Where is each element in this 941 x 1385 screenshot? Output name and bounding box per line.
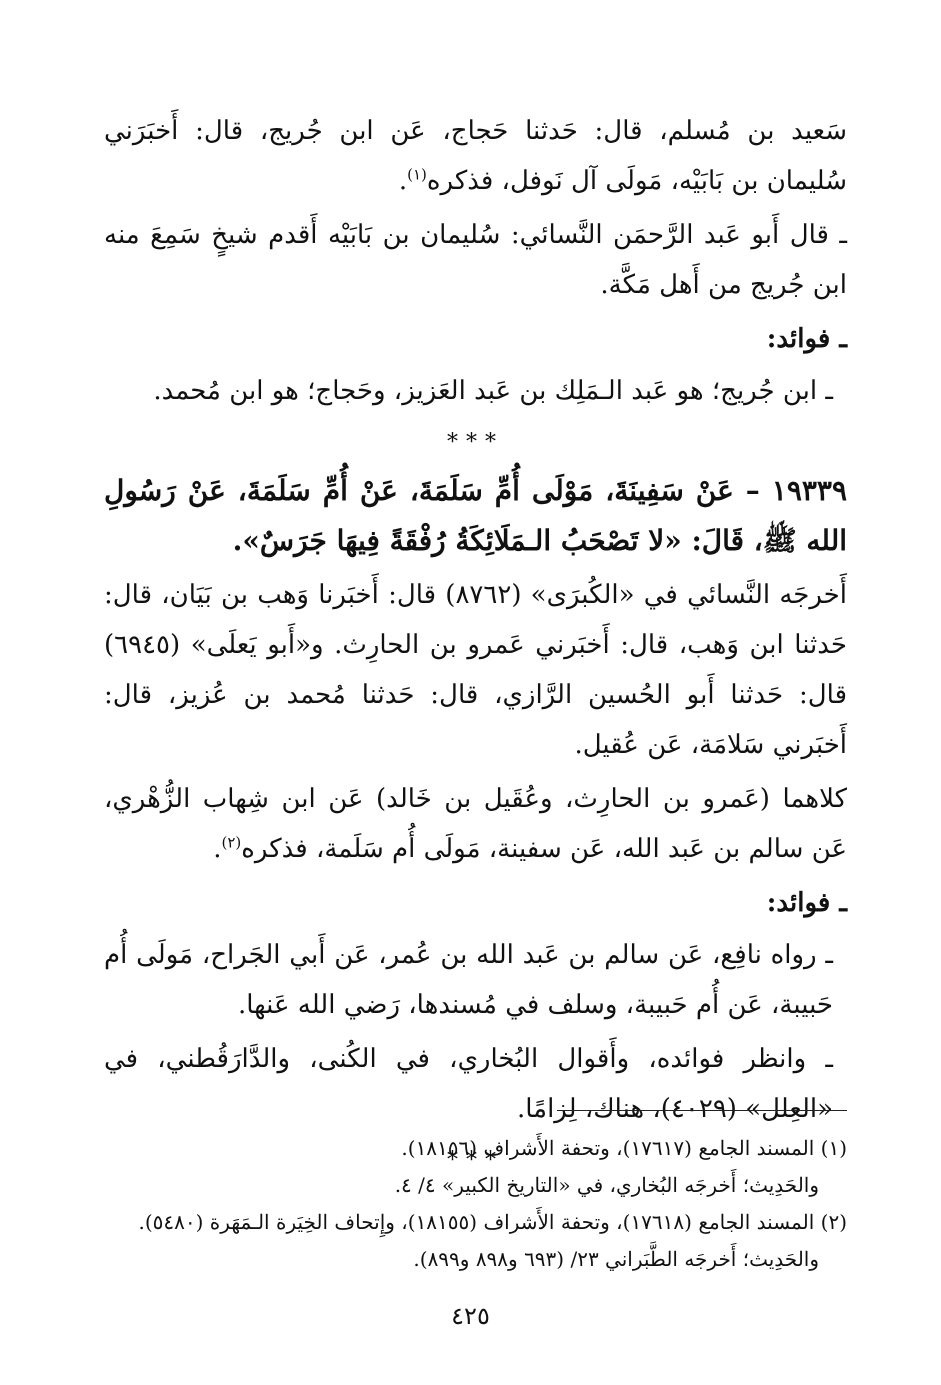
- paragraph-4-text: كلاهما (عَمرو بن الحارِث، وعُقَيل بن خَالد) عَن ابن شِهاب الزُّهْري، عَن سالم بن عَبد الله، عَن سفينة، مَولَى أُم سَلَمة، فذكره: [104, 784, 847, 864]
- benefit-item-2: ـ رواه نافِع، عَن سالم بن عَبد الله بن عُمر، عَن أَبي الجَراح، مَولَى أُم حَبيبة، عَن أُم حَبيبة، وسلف في مُسندها، رَضي الله عَنها.: [104, 940, 833, 1020]
- footnote-1-continued: والحَدِيث؛ أَخرجَه البُخاري، في «التاريخ الكبير» ٤/ ٤.: [394, 1173, 819, 1197]
- hadith-number: ١٩٣٣٩: [771, 474, 847, 507]
- footnote-ref-1[interactable]: (١): [407, 165, 427, 184]
- footnote-1: (١) المسند الجامع (١٧٦١٧)، وتحفة الأَشراف (١٨١٥٦).: [401, 1136, 847, 1160]
- paragraph-1-text: سَعيد بن مُسلم، قال: حَدثنا حَجاج، عَن ابن جُريج، قال: أَخبَرَني سُليمان بن بَابَيْه، مَولَى آل نَوفل، فذكره: [104, 116, 847, 196]
- page-number: ٤٢٥: [451, 1302, 490, 1330]
- footnote-ref-2[interactable]: (٢): [221, 833, 242, 852]
- footnote-2: (٢) المسند الجامع (١٧٦١٨)، وتحفة الأَشراف (١٨١٥٥)، وإِتحاف الخِيَرة الـمَهَرة (٥٤٨٠).: [138, 1210, 847, 1234]
- footnotes-separator: [557, 1110, 847, 1111]
- paragraph-4: [104, 774, 847, 874]
- paragraph-4-end: .: [213, 834, 222, 864]
- hadith-text: – عَنْ سَفِينَةَ، مَوْلَى أُمِّ سَلَمَةَ، عَنْ أُمِّ سَلَمَةَ، عَنْ رَسُولِ الله ﷺ، قَالَ: «لا تَصْحَبُ الـمَلَائِكَةُ رُفْقَةً فِيهَا جَرَسٌ».: [104, 474, 847, 557]
- benefit-item-3: ـ وانظر فوائده، وأَقوال البُخاري، في الكُنى، والدَّارَقُطني، في «العِلل» (٤٠٢٩)، هناك، لِزامًا.: [104, 1044, 833, 1124]
- hadith-entry: [104, 466, 847, 566]
- paragraph-3: أَخرجَه النَّسائي في «الكُبرَى» (٨٧٦٢) قال: أَخبَرنا وَهب بن بَيَان، قال: حَدثنا ابن وَهب، قال: أَخبَرني عَمرو بن الحارِث. و«أَبو يَعلَى» (٦٩٤٥) قال: حَدثنا أَبو الحُسين الرَّازي، قال: حَدثنا مُحمد بن عُزيز، قال: أَخبَرني سَلامَة، عَن عُقيل.: [104, 580, 847, 760]
- paragraph-2: ـ قال أَبو عَبد الرَّحمَن النَّسائي: سُليمان بن بَابَيْه أَقدم شيخٍ سَمِعَ منه ابن جُريج من أَهل مَكَّة.: [104, 220, 847, 300]
- main-text: [104, 106, 847, 1184]
- section-divider-2: ***: [447, 1148, 504, 1173]
- section-divider-1: ***: [447, 430, 504, 455]
- paragraph-1-end: .: [398, 166, 408, 196]
- footnotes: [104, 1130, 847, 1278]
- paragraph-1: [104, 106, 847, 206]
- footnote-2-continued: والحَدِيث؛ أَخرجَه الطَّبَراني ٢٣/ (٦٩٣ و٨٩٨ و٨٩٩).: [413, 1247, 819, 1271]
- benefit-item-1: ـ ابن جُريج؛ هو عَبد الـمَلِك بن عَبد العَزيز، وحَجاج؛ هو ابن مُحمد.: [153, 376, 833, 406]
- benefits-heading-1: ـ فوائد:: [766, 324, 847, 354]
- benefits-heading-2: ـ فوائد:: [766, 888, 847, 918]
